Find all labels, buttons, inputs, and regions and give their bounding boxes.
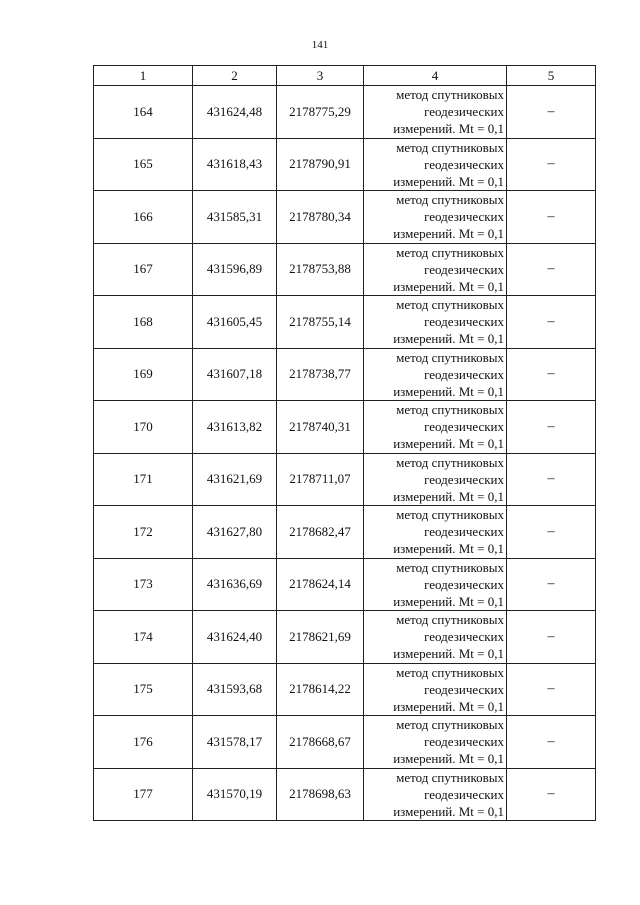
header-col-2: 2 [193,66,277,86]
table-row [94,663,596,716]
x-coordinate-cell: 431596,89 [193,243,277,296]
note-cell: – [507,768,596,821]
note-cell: – [507,453,596,506]
note-cell: – [507,663,596,716]
note-cell: – [507,611,596,664]
table-row [94,86,596,139]
method-cell: метод спутниковых геодезических измерений. Mt = 0,1 [364,768,507,821]
point-number-cell: 171 [94,453,193,506]
header-col-3: 3 [277,66,364,86]
x-coordinate-cell: 431624,48 [193,86,277,139]
header-row [94,66,596,86]
table-row [94,716,596,769]
table-row [94,453,596,506]
y-coordinate-cell: 2178682,47 [277,506,364,559]
y-coordinate-cell: 2178698,63 [277,768,364,821]
y-coordinate-cell: 2178668,67 [277,716,364,769]
point-number-cell: 170 [94,401,193,454]
x-coordinate-cell: 431570,19 [193,768,277,821]
table-row [94,401,596,454]
table-row [94,348,596,401]
table-row [94,611,596,664]
note-cell: – [507,243,596,296]
y-coordinate-cell: 2178738,77 [277,348,364,401]
x-coordinate-cell: 431624,40 [193,611,277,664]
page-number: 141 [311,39,329,51]
table-row [94,138,596,191]
point-number-cell: 175 [94,663,193,716]
method-cell: метод спутниковых геодезических измерений. Mt = 0,1 [364,611,507,664]
header-col-1: 1 [94,66,193,86]
table-row [94,506,596,559]
table-row [94,243,596,296]
x-coordinate-cell: 431578,17 [193,716,277,769]
x-coordinate-cell: 431593,68 [193,663,277,716]
y-coordinate-cell: 2178753,88 [277,243,364,296]
note-cell: – [507,401,596,454]
point-number-cell: 168 [94,296,193,349]
method-cell: метод спутниковых геодезических измерений. Mt = 0,1 [364,401,507,454]
note-cell: – [507,716,596,769]
x-coordinate-cell: 431607,18 [193,348,277,401]
y-coordinate-cell: 2178621,69 [277,611,364,664]
note-cell: – [507,86,596,139]
x-coordinate-cell: 431613,82 [193,401,277,454]
point-number-cell: 165 [94,138,193,191]
point-number-cell: 167 [94,243,193,296]
method-cell: метод спутниковых геодезических измерений. Mt = 0,1 [364,506,507,559]
note-cell: – [507,138,596,191]
x-coordinate-cell: 431618,43 [193,138,277,191]
x-coordinate-cell: 431636,69 [193,558,277,611]
method-cell: метод спутниковых геодезических измерений. Mt = 0,1 [364,86,507,139]
y-coordinate-cell: 2178614,22 [277,663,364,716]
method-cell: метод спутниковых геодезических измерений. Mt = 0,1 [364,296,507,349]
note-cell: – [507,506,596,559]
note-cell: – [507,191,596,244]
y-coordinate-cell: 2178755,14 [277,296,364,349]
method-cell: метод спутниковых геодезических измерений. Mt = 0,1 [364,191,507,244]
note-cell: – [507,296,596,349]
point-number-cell: 164 [94,86,193,139]
method-cell: метод спутниковых геодезических измерений. Mt = 0,1 [364,138,507,191]
table-row [94,558,596,611]
point-number-cell: 173 [94,558,193,611]
method-cell: метод спутниковых геодезических измерений. Mt = 0,1 [364,243,507,296]
table-row [94,296,596,349]
x-coordinate-cell: 431627,80 [193,506,277,559]
note-cell: – [507,348,596,401]
y-coordinate-cell: 2178624,14 [277,558,364,611]
method-cell: метод спутниковых геодезических измерений. Mt = 0,1 [364,716,507,769]
y-coordinate-cell: 2178790,91 [277,138,364,191]
point-number-cell: 166 [94,191,193,244]
point-number-cell: 172 [94,506,193,559]
point-number-cell: 174 [94,611,193,664]
method-cell: метод спутниковых геодезических измерений. Mt = 0,1 [364,348,507,401]
y-coordinate-cell: 2178740,31 [277,401,364,454]
note-cell: – [507,558,596,611]
x-coordinate-cell: 431621,69 [193,453,277,506]
y-coordinate-cell: 2178711,07 [277,453,364,506]
point-number-cell: 169 [94,348,193,401]
x-coordinate-cell: 431585,31 [193,191,277,244]
y-coordinate-cell: 2178775,29 [277,86,364,139]
point-number-cell: 176 [94,716,193,769]
point-number-cell: 177 [94,768,193,821]
header-col-5: 5 [507,66,596,86]
table-row [94,191,596,244]
method-cell: метод спутниковых геодезических измерений. Mt = 0,1 [364,663,507,716]
coordinates-table [93,65,596,821]
table-row [94,768,596,821]
method-cell: метод спутниковых геодезических измерений. Mt = 0,1 [364,453,507,506]
header-col-4: 4 [364,66,507,86]
x-coordinate-cell: 431605,45 [193,296,277,349]
table-body [94,86,596,821]
method-cell: метод спутниковых геодезических измерений. Mt = 0,1 [364,558,507,611]
y-coordinate-cell: 2178780,34 [277,191,364,244]
